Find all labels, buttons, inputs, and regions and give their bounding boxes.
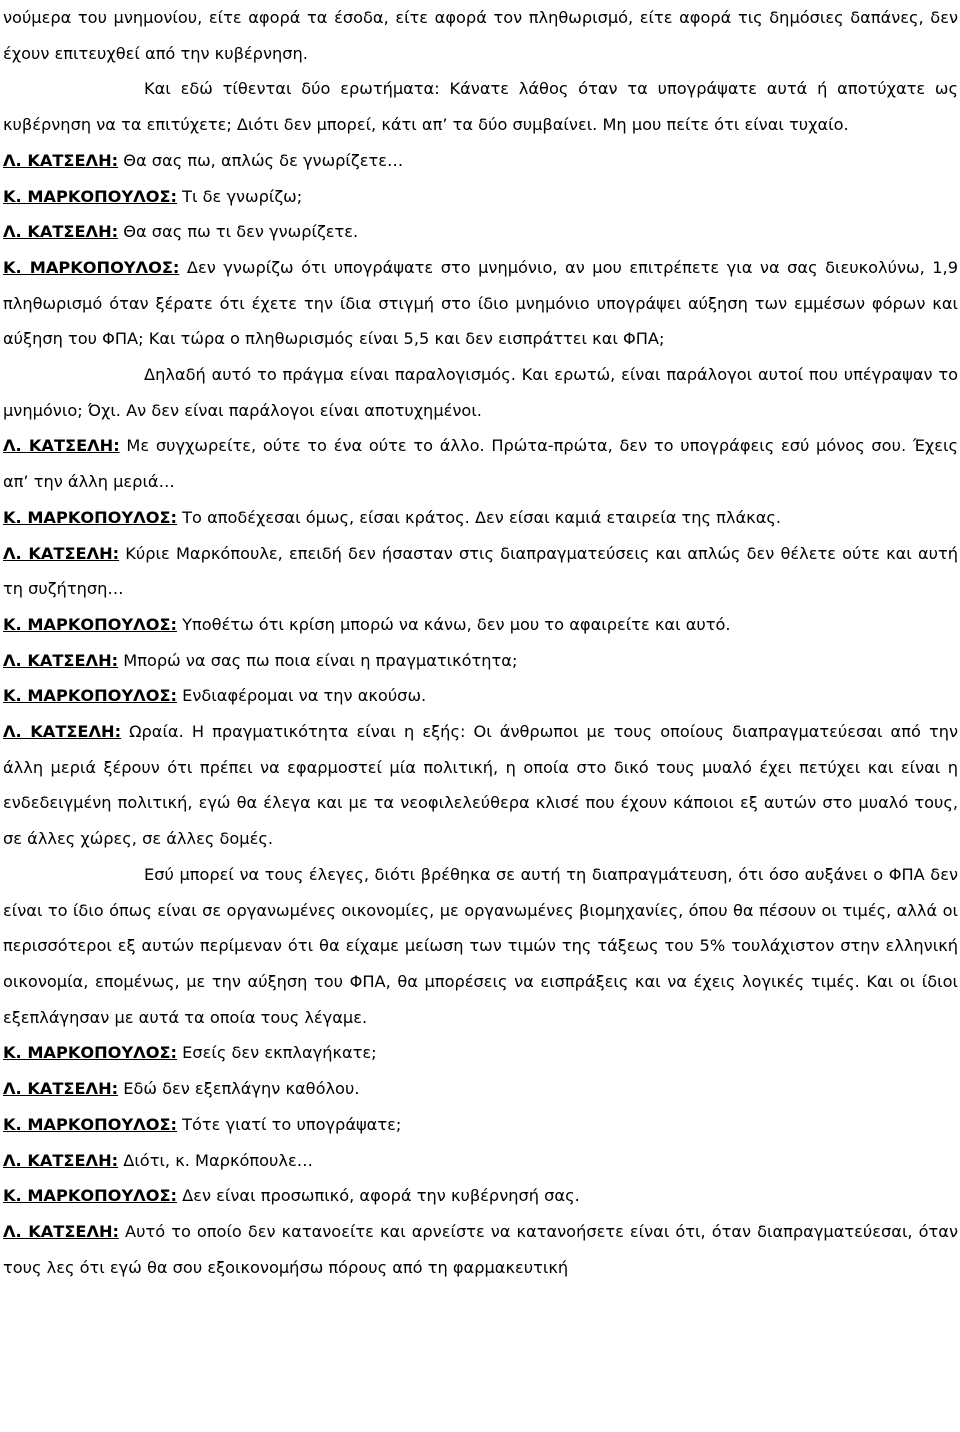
- speech-text: Θα σας πω, απλώς δε γνωρίζετε…: [118, 150, 404, 170]
- speaker-label: Λ. ΚΑΤΣΕΛΗ:: [3, 543, 120, 563]
- speaker-label: Κ. ΜΑΡΚΟΠΟΥΛΟΣ:: [3, 614, 177, 634]
- speaker-paragraph: [3, 428, 958, 499]
- speaker-label: Λ. ΚΑΤΣΕΛΗ:: [3, 150, 119, 170]
- speaker-label: Λ. ΚΑΤΣΕΛΗ:: [3, 1079, 119, 1099]
- speech-text: Εδώ δεν εξεπλάγην καθόλου.: [118, 1079, 360, 1099]
- speaker-label: Κ. ΜΑΡΚΟΠΟΥΛΟΣ:: [3, 1043, 177, 1063]
- speaker-label: Λ. ΚΑΤΣΕΛΗ:: [3, 650, 119, 670]
- speech-text: Μπορώ να σας πω ποια είναι η πραγματικότητα;: [118, 650, 518, 670]
- speaker-paragraph: [3, 678, 958, 714]
- speaker-paragraph: [3, 607, 958, 643]
- body-paragraph: Δηλαδή αυτό το πράγμα είναι παραλογισμός. Και ερωτώ, είναι παράλογοι αυτοί που υπέγραψαν το μνημόνιο; Όχι. Αν δεν είναι παράλογοι είναι αποτυχημένοι.: [3, 365, 958, 420]
- speaker-label: Κ. ΜΑΡΚΟΠΟΥΛΟΣ:: [3, 686, 177, 706]
- speaker-paragraph: [3, 1071, 958, 1107]
- speaker-paragraph: [3, 1214, 958, 1285]
- speaker-paragraph: [3, 1143, 958, 1179]
- speaker-paragraph: [3, 536, 958, 607]
- speaker-label: Κ. ΜΑΡΚΟΠΟΥΛΟΣ:: [3, 1114, 177, 1134]
- speech-text: Εσείς δεν εκπλαγήκατε;: [176, 1043, 377, 1063]
- speaker-paragraph: [3, 714, 958, 857]
- speaker-paragraph: [3, 1178, 958, 1214]
- speaker-paragraph: [3, 1035, 958, 1071]
- speech-text: Κύριε Μαρκόπουλε, επειδή δεν ήσασταν στις διαπραγματεύσεις και απλώς δεν θέλετε ούτε και αυτή τη συζήτηση…: [3, 543, 958, 599]
- speaker-paragraph: [3, 143, 958, 179]
- speaker-label: Κ. ΜΑΡΚΟΠΟΥΛΟΣ:: [3, 186, 177, 206]
- speech-text: Διότι, κ. Μαρκόπουλε…: [118, 1150, 313, 1170]
- speech-text: Αυτό το οποίο δεν κατανοείτε και αρνείστε να κατανοήσετε είναι ότι, όταν διαπραγματεύεσαι, όταν τους λες ότι εγώ θα σου εξοικονομήσω πόρους από τη φαρμακευτική: [3, 1221, 958, 1277]
- speaker-label: Λ. ΚΑΤΣΕΛΗ:: [3, 222, 119, 242]
- body-paragraph: νούμερα του μνημονίου, είτε αφορά τα έσοδα, είτε αφορά τον πληθωρισμό, είτε αφορά τις δημόσιες δαπάνες, δεν έχουν επιτευχθεί από την κυβέρνηση.: [3, 8, 958, 63]
- speech-text: Δεν γνωρίζω ότι υπογράψατε στο μνημόνιο, αν μου επιτρέπετε για να σας διευκολύνω, 1,9 πληθωρισμό όταν ξέρατε ότι έχετε την ίδια στιγμή στο ίδιο μνημόνιο υπογράψει αύξηση των εμμέσων φόρων και αύξηση του ΦΠΑ; Και τώρα ο πληθωρισμός είναι 5,5 και δεν εισπράττει και ΦΠΑ;: [3, 257, 959, 349]
- speech-text: Τι δε γνωρίζω;: [176, 186, 303, 206]
- speaker-label: Λ. ΚΑΤΣΕΛΗ:: [3, 722, 122, 742]
- speech-text: Τότε γιατί το υπογράψατε;: [176, 1114, 402, 1134]
- speaker-label: Κ. ΜΑΡΚΟΠΟΥΛΟΣ:: [3, 507, 177, 527]
- speaker-paragraph: [3, 643, 958, 679]
- speaker-paragraph: [3, 179, 958, 215]
- speaker-label: Λ. ΚΑΤΣΕΛΗ:: [3, 1150, 119, 1170]
- speech-text: Ενδιαφέρομαι να την ακούσω.: [176, 686, 427, 706]
- body-paragraph: Και εδώ τίθενται δύο ερωτήματα: Κάνατε λάθος όταν τα υπογράψατε αυτά ή αποτύχατε ως κυβέρνηση να τα επιτύχετε; Διότι δεν μπορεί, κάτι απ’ τα δύο συμβαίνει. Μη μου πείτε ότι είναι τυχαίο.: [3, 79, 958, 135]
- speaker-label: Κ. ΜΑΡΚΟΠΟΥΛΟΣ:: [3, 1186, 177, 1206]
- speaker-paragraph: [3, 1107, 958, 1143]
- speaker-paragraph: [3, 214, 958, 250]
- speech-text: Υποθέτω ότι κρίση μπορώ να κάνω, δεν μου το αφαιρείτε και αυτό.: [176, 614, 731, 634]
- speech-text: Ωραία. Η πραγματικότητα είναι η εξής: Οι άνθρωποι με τους οποίους διαπραγματεύεσαι από την άλλη μεριά ξέρουν ότι πρέπει να εφαρμοστεί μία πολιτική, η οποία στο δικό τους μυαλό έχει πετύχει και είναι η ενδεδειγμένη πολιτική, εγώ θα έλεγα και με τα νεοφιλελεύθερα κλισέ που έχουν κάποιοι εξ αυτών στο μυαλό τους, σε άλλες χώρες, σε άλλες δομές.: [3, 722, 959, 849]
- speaker-label: Λ. ΚΑΤΣΕΛΗ:: [3, 1221, 119, 1241]
- speech-text: Θα σας πω τι δεν γνωρίζετε.: [118, 222, 359, 242]
- speaker-paragraph: [3, 500, 958, 536]
- speech-text: Το αποδέχεσαι όμως, είσαι κράτος. Δεν είσαι καμιά εταιρεία της πλάκας.: [176, 507, 782, 527]
- speech-text: Δεν είναι προσωπικό, αφορά την κυβέρνησή σας.: [176, 1186, 580, 1206]
- speaker-label: Λ. ΚΑΤΣΕΛΗ:: [3, 436, 120, 456]
- speech-text: Με συγχωρείτε, ούτε το ένα ούτε το άλλο. Πρώτα-πρώτα, δεν το υπογράφεις εσύ μόνος σου. Έχεις απ’ την άλλη μεριά…: [3, 436, 958, 492]
- speaker-label: Κ. ΜΑΡΚΟΠΟΥΛΟΣ:: [3, 257, 180, 277]
- speaker-paragraph: [3, 250, 958, 357]
- body-paragraph: Εσύ μπορεί να τους έλεγες, διότι βρέθηκα σε αυτή τη διαπραγμάτευση, ότι όσο αυξάνει ο ΦΠΑ δεν είναι το ίδιο όπως είναι σε οργανωμένες οικονομίες, με οργανωμένες βιομηχανίες, όπου θα πέσουν οι τιμές, αλλά οι περισσότεροι εξ αυτών περίμεναν ότι θα είχαμε μείωση των τιμών της τάξεως του 5% τουλάχιστον στην ελληνική οικονομία, επομένως, με την αύξηση του ΦΠΑ, θα μπορέσεις να εισπράξεις και να έχεις λογικές τιμές. Και οι ίδιοι εξεπλάγησαν με αυτά τα οποία τους λέγαμε.: [3, 864, 958, 1027]
